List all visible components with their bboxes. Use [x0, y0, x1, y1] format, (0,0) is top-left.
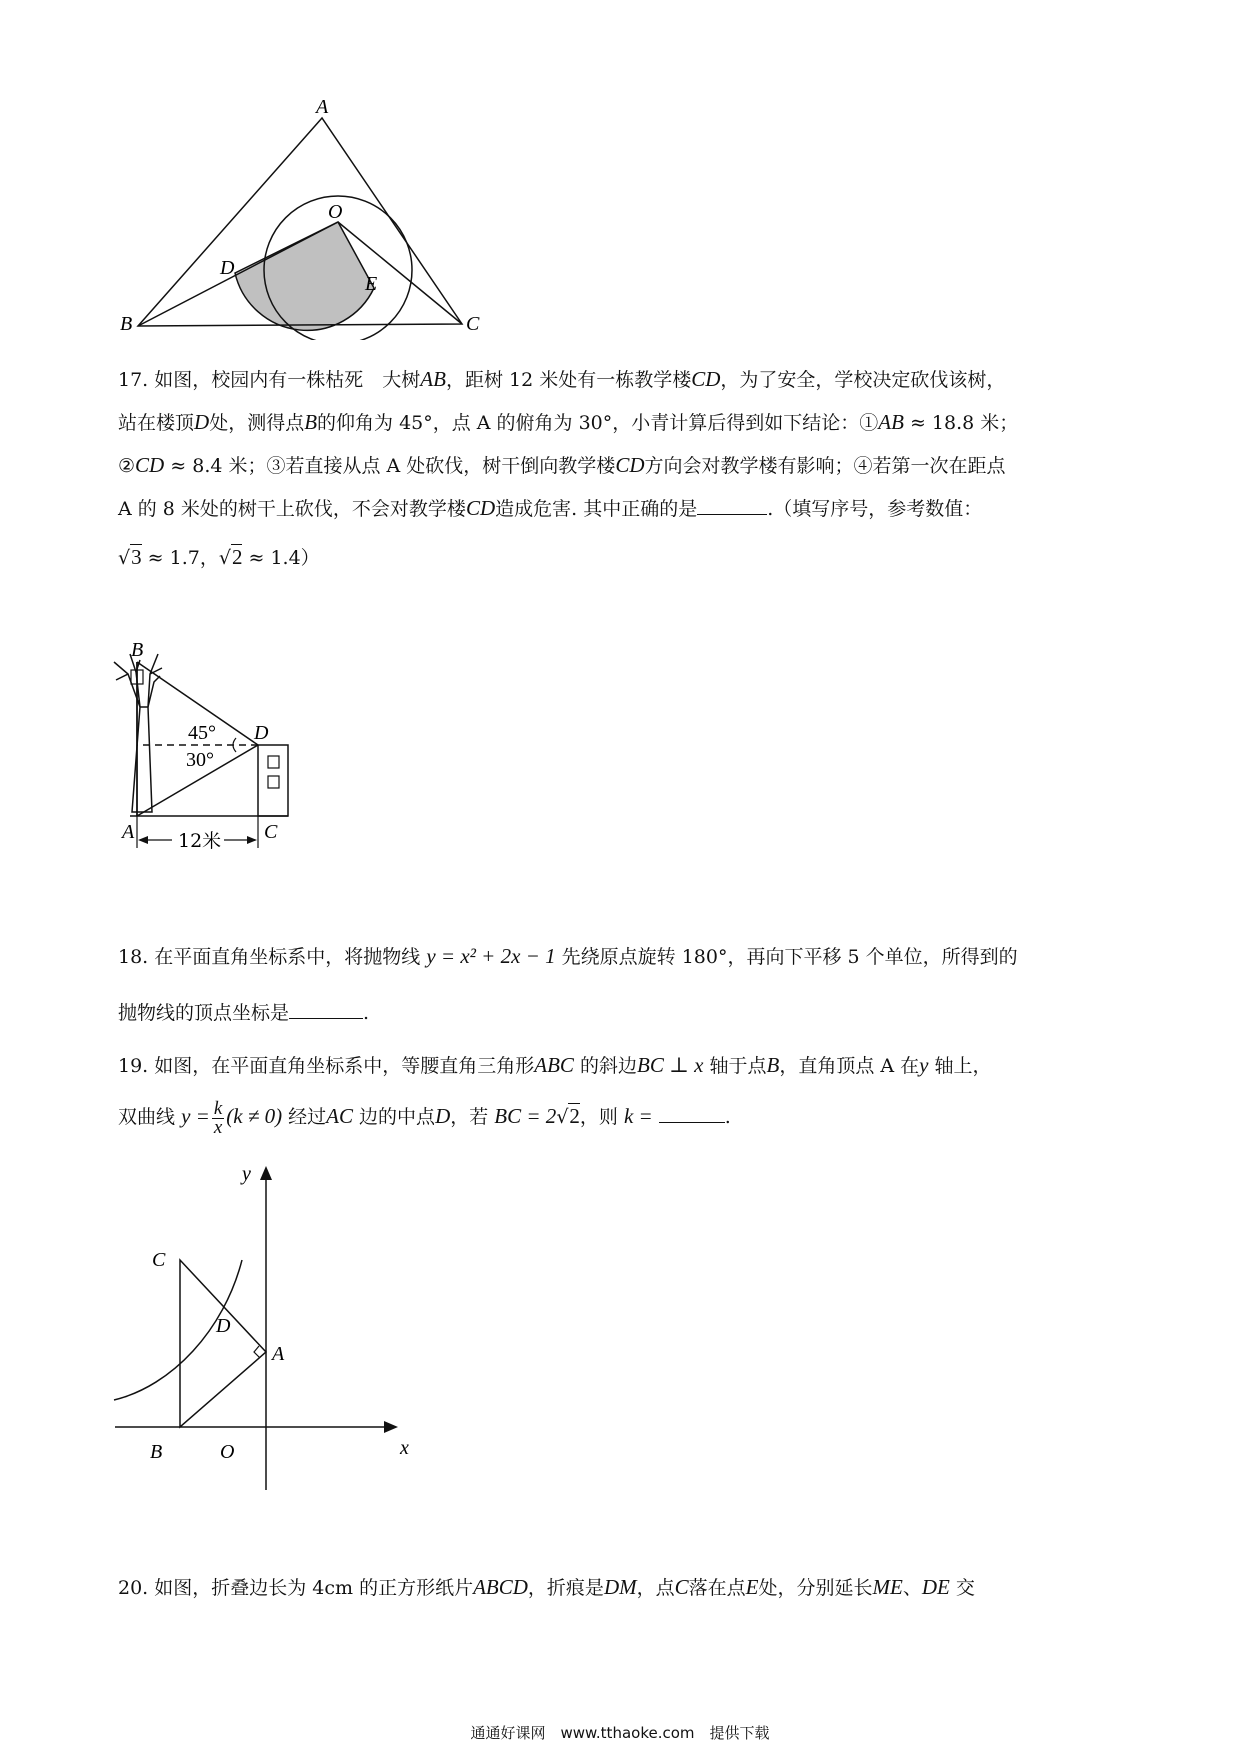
q19-text: 轴上，: [934, 1055, 992, 1077]
triangle-abc: [180, 1260, 266, 1427]
label-e: E: [365, 273, 378, 295]
q18-line-1: [118, 935, 1138, 978]
q17-text: 站在楼顶: [118, 412, 195, 434]
math-de: DE: [921, 1575, 950, 1599]
dim-arrow-right: [247, 836, 257, 844]
q17-text: ≈ 1.7，: [147, 547, 219, 569]
sqrt-3: 3: [131, 545, 142, 569]
q17-text: .（填写序号，参考数值：: [767, 498, 983, 520]
question-20: [118, 1566, 1138, 1609]
q17-text: 如图，校园内有一株枯死 大树: [154, 369, 421, 391]
math-k-equals: k =: [623, 1104, 653, 1128]
q19-text: ，若: [450, 1106, 489, 1128]
math-cd: CD: [135, 453, 165, 477]
math-cd: CD: [465, 496, 496, 520]
label-b: B: [120, 313, 133, 335]
frac-numerator: k: [213, 1097, 223, 1119]
q17-text: ②: [118, 455, 136, 477]
q17-text: ，距树 12 米处有一栋教学楼: [445, 369, 692, 391]
math-bc-value: BC = 2: [494, 1104, 557, 1128]
label-c: C: [264, 821, 278, 843]
math-abc: ABC: [534, 1053, 574, 1077]
label-y: y: [242, 1163, 251, 1185]
q17-text: ≈ 18.8 米；: [909, 412, 1019, 434]
label-d: D: [254, 722, 269, 744]
label-a: A: [316, 100, 329, 118]
q19-line-1: [118, 1044, 1138, 1087]
q18-text: .: [363, 1002, 370, 1024]
math-condition: (k ≠ 0): [226, 1104, 283, 1128]
right-angle-mark: [254, 1346, 260, 1358]
q18-text: 先绕原点旋转 180°，再向下平移 5 个单位，所得到的: [561, 946, 1018, 968]
math-ab: AB: [420, 367, 446, 391]
q17-line-1: [118, 358, 1138, 401]
q18-number: 18.: [118, 946, 149, 968]
math-cd: CD: [615, 453, 645, 477]
q19-text: ，直角顶点 A 在: [779, 1055, 920, 1077]
q17-line-3: [118, 444, 1138, 487]
q19-text: 经过: [288, 1106, 327, 1128]
shaded-sector: [235, 222, 374, 330]
math-cd: CD: [691, 367, 721, 391]
q17-text: ≈ 1.4）: [248, 547, 320, 569]
math-ab: AB: [878, 410, 904, 434]
fraction-k-over-x: [212, 1097, 224, 1138]
q20-text: ，折痕是: [527, 1577, 604, 1599]
label-d: D: [216, 1315, 231, 1337]
math-e: E: [745, 1575, 759, 1599]
q19-number: 19.: [118, 1055, 149, 1077]
building-window-1: [268, 756, 279, 768]
frac-denominator: x: [213, 1116, 223, 1138]
answer-blank-19[interactable]: [659, 1122, 725, 1123]
label-a: A: [122, 821, 135, 843]
tree-trunk: [132, 707, 152, 812]
q17-line-5: √3 ≈ 1.7，√2 ≈ 1.4）: [118, 545, 320, 569]
label-c: C: [152, 1249, 166, 1271]
math-b: B: [304, 410, 318, 434]
sqrt-2: 2: [569, 1104, 580, 1128]
q17-line-2: [118, 401, 1138, 444]
question-18: [118, 935, 1138, 1034]
question-19: [118, 1044, 1138, 1138]
math-c: C: [674, 1575, 689, 1599]
q18-text: 抛物线的顶点坐标是: [118, 1002, 290, 1024]
dim-arrow-left: [138, 836, 148, 844]
label-x: x: [400, 1437, 409, 1459]
distance-label: 12米: [178, 830, 222, 852]
label-b: B: [131, 639, 144, 661]
label-d: D: [220, 257, 235, 279]
math-ac: AC: [326, 1104, 353, 1128]
q17-text: 造成危害. 其中正确的是: [495, 498, 698, 520]
math-d: D: [435, 1104, 451, 1128]
q17-text: A 的 8 米处的树干上砍伐，不会对教学楼: [118, 498, 466, 520]
q19-text: ，则: [579, 1106, 618, 1128]
page-footer: 通通好课网 www.tthaoke.com 提供下载: [470, 1724, 770, 1742]
q17-text: 方向会对教学楼有影响；④若第一次在距点: [644, 455, 1006, 477]
math-me: ME: [872, 1575, 903, 1599]
label-o: O: [220, 1441, 235, 1463]
math-dm: DM: [603, 1575, 637, 1599]
q17-line-4: [118, 487, 1138, 530]
angle-30-label: 30°: [186, 749, 214, 771]
q19-text: 轴于点: [709, 1055, 767, 1077]
q20-text: 如图，折叠边长为 4cm 的正方形纸片: [154, 1577, 474, 1599]
q19-text: .: [724, 1106, 731, 1128]
math-y-equals: y =: [181, 1104, 210, 1128]
figure-triangle-circle: [120, 100, 500, 340]
q20-number: 20.: [118, 1577, 149, 1599]
angle-45-label: 45°: [188, 722, 216, 744]
q18-text: 在平面直角坐标系中，将抛物线: [154, 946, 421, 968]
q19-line-2: 双曲线 y = $\frac{k}{x}$ (k ≠ 0) 经过AC 边的中点D，若 BC = 2√2，则 k = .: [118, 1097, 731, 1138]
q17-text: ≈ 8.4 米；③若直接从点 A 处砍伐，树干倒向教学楼: [170, 455, 616, 477]
math-parabola: y = x² + 2x − 1: [426, 944, 556, 968]
figure-tree-building: [110, 632, 350, 852]
q20-text: 交: [955, 1577, 975, 1599]
label-o: O: [328, 201, 343, 223]
q20-text: 处，分别延长: [758, 1577, 873, 1599]
q19-text: 双曲线: [118, 1106, 176, 1128]
q17-text: 处，测得点: [209, 412, 305, 434]
answer-blank-18[interactable]: [289, 1018, 363, 1019]
angle-arc: [233, 738, 236, 752]
q20-text: 、: [902, 1577, 922, 1599]
question-17: [118, 358, 1138, 579]
math-bc-perp-x: BC ⊥ x: [637, 1053, 704, 1077]
q17-text: ，为了安全，学校决定砍伐该树，: [720, 369, 1006, 391]
q20-text: 落在点: [688, 1577, 746, 1599]
q19-text: 如图，在平面直角坐标系中，等腰直角三角形: [154, 1055, 535, 1077]
math-b: B: [766, 1053, 780, 1077]
sqrt-2: 2: [231, 545, 243, 569]
label-b: B: [150, 1441, 163, 1463]
building-window-2: [268, 776, 279, 788]
q20-line-1: [118, 1566, 1138, 1609]
answer-blank-17[interactable]: [697, 514, 767, 515]
q20-text: ，点: [636, 1577, 675, 1599]
math-d: D: [194, 410, 210, 434]
q19-text: 的斜边: [580, 1055, 638, 1077]
q17-text: 的仰角为 45°，点 A 的俯角为 30°，小青计算后得到如下结论：①: [317, 412, 879, 434]
q19-text: 边的中点: [359, 1106, 436, 1128]
figure-coordinate-system: [100, 1160, 420, 1500]
math-abcd: ABCD: [473, 1575, 528, 1599]
x-axis-arrow: [384, 1421, 398, 1433]
label-a: A: [272, 1343, 285, 1365]
q17-number: 17.: [118, 369, 149, 391]
y-axis-arrow: [260, 1166, 272, 1180]
label-c: C: [466, 313, 480, 335]
q18-line-2: [118, 992, 1138, 1034]
math-y: y: [919, 1053, 929, 1077]
